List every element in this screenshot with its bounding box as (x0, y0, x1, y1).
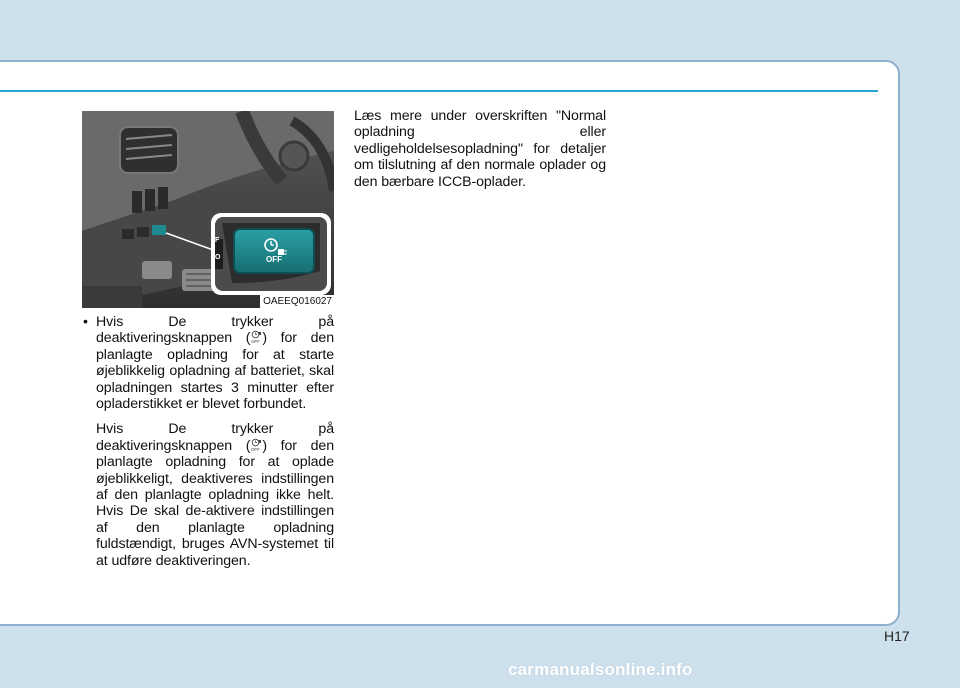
figure-code: OAEEQ016027 (260, 295, 334, 308)
right-paragraph: Læs mere under overskriften "Normal opladning eller vedligeholdelsesopladning" for detaljer om tilslutning af den normale oplader og den bærbare ICCB-oplader. (354, 108, 606, 190)
scheduled-charging-off-icon (250, 330, 262, 344)
svg-text:OFF: OFF (251, 339, 261, 345)
inset-side-label-f: F (215, 237, 220, 244)
page-number: H17 (884, 628, 910, 644)
scheduled-charging-off-icon (250, 438, 262, 452)
dashboard-illustration (82, 111, 334, 308)
para1-after-icon: ) for den planlagte opladning for at starte øjeblikkelig opladning af batteriet, skal opladningen startes 3 minutter efter opladerstikket er blevet forbundet. (96, 330, 335, 413)
watermark: carmanualsonline.info (508, 660, 693, 679)
right-column (354, 108, 606, 190)
header-rule (0, 90, 878, 92)
dashboard-figure (82, 111, 334, 308)
left-column (82, 314, 334, 569)
button-off-label: OFF (266, 255, 282, 264)
inset-side-label-o: O (215, 254, 221, 261)
svg-text:OFF: OFF (251, 446, 261, 452)
bullet-marker: • (83, 314, 88, 330)
para2-after-icon: ) for den planlagte opladning for at oplade øjeblikkeligt, deaktiveres indstillingen af den planlagte opladning ikke helt. Hvis De skal de-aktivere indstillingen af den planlagte opladning fuldstændigt, bruges AVN-systemet til at udføre deaktiveringen. (96, 437, 335, 569)
second-paragraph (82, 421, 334, 569)
bullet-paragraph (82, 314, 334, 412)
para1-before-icon: Hvis De trykker på deaktiveringsknappen ( (96, 314, 334, 347)
para2-before-icon: Hvis De trykker på deaktiveringsknappen ( (96, 421, 334, 454)
